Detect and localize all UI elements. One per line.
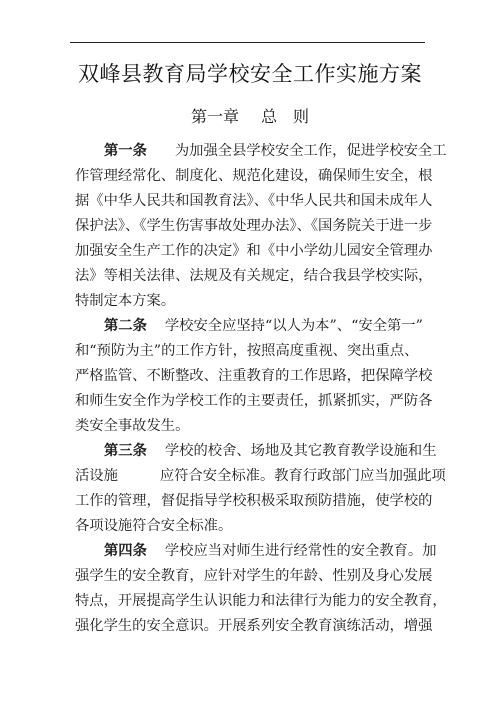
article-3-line-2: 活设施 应符合安全标准。教育行政部门应当加强此项	[75, 468, 446, 484]
chapter-heading	[0, 104, 500, 127]
article-4-line-1: 第四条 学校应当对师生进行经常性的安全教育。加	[104, 543, 437, 559]
article-1-line-7: 特制定本方案。	[75, 293, 176, 309]
article-1-line-6: 法》等相关法律、法规及有关规定，结合我县学校实际，	[75, 268, 433, 284]
header-rule	[70, 42, 425, 43]
article-3-line-4: 各项设施符合安全标准。	[75, 518, 233, 534]
article-2-label: 第二条	[104, 318, 147, 334]
article-3-line-1: 第三条 学校的校舍、场地及其它教育教学设施和生	[104, 443, 437, 459]
document-title: 双峰县教育局学校安全工作实施方案	[78, 62, 422, 86]
article-3-label: 第三条	[104, 443, 147, 459]
article-2-line-2: 和“预防为主”的工作方针，按照高度重视、突出重点、	[75, 343, 419, 359]
article-4-line-4: 强化学生的安全意识。开展系列安全教育演练活动，增强	[75, 618, 433, 634]
article-2-line-4: 和师生安全作为学校工作的主要责任，抓紧抓实，严防各	[75, 393, 433, 409]
article-1-line-3: 据《中华人民共和国教育法》、《中华人民共和国未成年人	[75, 193, 433, 209]
article-2-line-5: 类安全事故发生。	[75, 418, 190, 434]
document-body	[75, 139, 447, 639]
article-1-line-1: 第一条 为加强全县学校安全工作，促进学校安全工	[104, 143, 447, 159]
article-1-line-5: 加强安全生产工作的决定》和《中小学幼儿园安全管理办	[75, 243, 433, 259]
chapter-number: 第一章	[190, 107, 239, 126]
article-1-label: 第一条	[104, 143, 147, 159]
article-1-line-4: 保护法》、《学生伤害事故处理办法》、《国务院关于进一步	[75, 218, 433, 234]
article-4-label: 第四条	[104, 543, 147, 559]
article-4-line-2: 强学生的安全教育，应针对学生的年龄、性别及身心发展	[75, 568, 433, 584]
article-3-line-3: 工作的管理，督促指导学校积极采取预防措施，使学校的	[75, 493, 433, 509]
article-2-line-1: 第二条 学校安全应坚持“以人为本”、“安全第一”	[104, 318, 423, 334]
article-2-line-3: 严格监管、不断整改、注重教育的工作思路，把保障学校	[75, 368, 433, 384]
article-1-line-2: 作管理经常化、制度化、规范化建设，确保师生安全，根	[75, 168, 433, 184]
chapter-name: 总 则	[261, 107, 310, 126]
article-4-line-3: 特点，开展提高学生认识能力和法律行为能力的安全教育，	[75, 593, 447, 609]
